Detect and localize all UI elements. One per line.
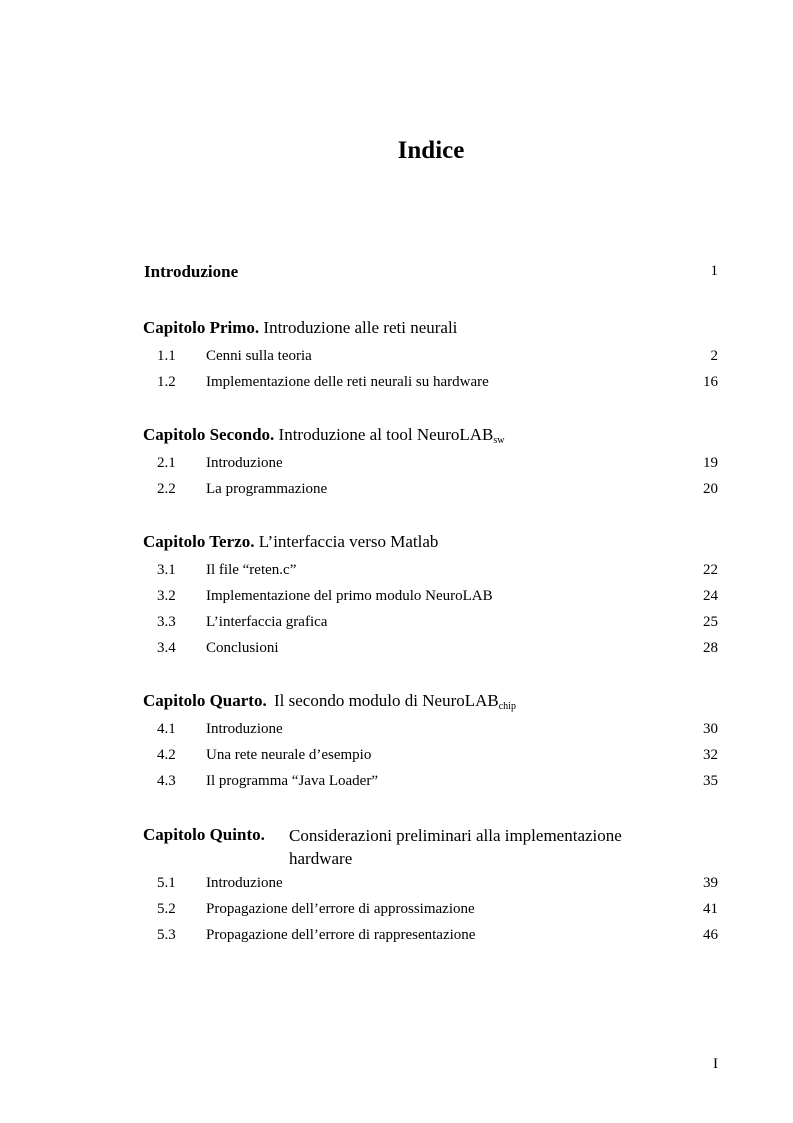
section-number: 5.3 (157, 927, 176, 943)
section-page: 41 (703, 901, 718, 917)
section-number: 4.1 (157, 721, 176, 737)
chapter-title: Introduzione al tool NeuroLAB (278, 425, 494, 444)
toc-introduction-page: 1 (710, 263, 718, 279)
chapter-title-subscript: chip (498, 701, 516, 712)
section-number: 2.1 (157, 455, 176, 471)
chapter-heading-4[interactable] (143, 691, 516, 712)
section-title[interactable]: Il file “reten.c” (206, 562, 297, 578)
section-page: 28 (703, 640, 718, 656)
chapter-title-subscript: sw (493, 435, 505, 446)
section-number: 1.2 (157, 374, 176, 390)
page-number: I (713, 1056, 718, 1072)
section-title[interactable]: Propagazione dell’errore di rappresentazione (206, 927, 476, 943)
chapter-heading-3[interactable] (143, 532, 438, 552)
section-number: 5.2 (157, 901, 176, 917)
section-title[interactable]: Introduzione (206, 721, 283, 737)
section-page: 2 (710, 348, 718, 364)
section-page: 32 (703, 747, 718, 763)
section-page: 24 (703, 588, 718, 604)
chapter-heading-1[interactable] (143, 318, 457, 338)
section-number: 3.2 (157, 588, 176, 604)
section-number: 1.1 (157, 348, 176, 364)
chapter-heading-2[interactable] (143, 425, 504, 446)
section-title[interactable]: Il programma “Java Loader” (206, 773, 378, 789)
section-page: 16 (703, 374, 718, 390)
page-title: Indice (397, 137, 465, 164)
section-number: 4.3 (157, 773, 176, 789)
chapter-title: Introduzione alle reti neurali (263, 318, 458, 337)
chapter-label: Capitolo Primo. (143, 318, 260, 337)
section-title[interactable]: L’interfaccia grafica (206, 614, 328, 630)
section-title[interactable]: Cenni sulla teoria (206, 348, 312, 364)
section-title[interactable]: Introduzione (206, 875, 283, 891)
section-number: 3.4 (157, 640, 176, 656)
toc-introduction-label[interactable]: Introduzione (144, 262, 239, 281)
section-number: 4.2 (157, 747, 176, 763)
chapter-label: Capitolo Secondo. (143, 425, 275, 444)
section-page: 46 (703, 927, 718, 943)
section-page: 25 (703, 614, 718, 630)
section-number: 3.3 (157, 614, 176, 630)
section-title[interactable]: Una rete neurale d’esempio (206, 747, 372, 763)
section-title[interactable]: La programmazione (206, 481, 328, 497)
section-title[interactable]: Implementazione delle reti neurali su hardware (206, 374, 489, 390)
chapter-label: Capitolo Quarto. (143, 691, 267, 710)
chapter-title[interactable]: Considerazioni preliminari alla implementazione hardware (289, 826, 622, 868)
section-title[interactable]: Implementazione del primo modulo NeuroLAB (206, 588, 493, 604)
section-page: 30 (703, 721, 718, 737)
chapter-title: L’interfaccia verso Matlab (258, 532, 439, 551)
section-title[interactable]: Propagazione dell’errore di approssimazione (206, 901, 475, 917)
section-title[interactable]: Introduzione (206, 455, 283, 471)
section-number: 3.1 (157, 562, 176, 578)
section-page: 35 (703, 773, 718, 789)
chapter-label[interactable]: Capitolo Quinto. (143, 825, 265, 844)
section-page: 22 (703, 562, 718, 578)
section-title[interactable]: Conclusioni (206, 640, 279, 656)
chapter-title: Il secondo modulo di NeuroLAB (273, 691, 499, 710)
section-page: 19 (703, 455, 718, 471)
section-page: 20 (703, 481, 718, 497)
chapter-label: Capitolo Terzo. (143, 532, 255, 551)
section-number: 2.2 (157, 481, 176, 497)
section-number: 5.1 (157, 875, 176, 891)
section-page: 39 (703, 875, 718, 891)
